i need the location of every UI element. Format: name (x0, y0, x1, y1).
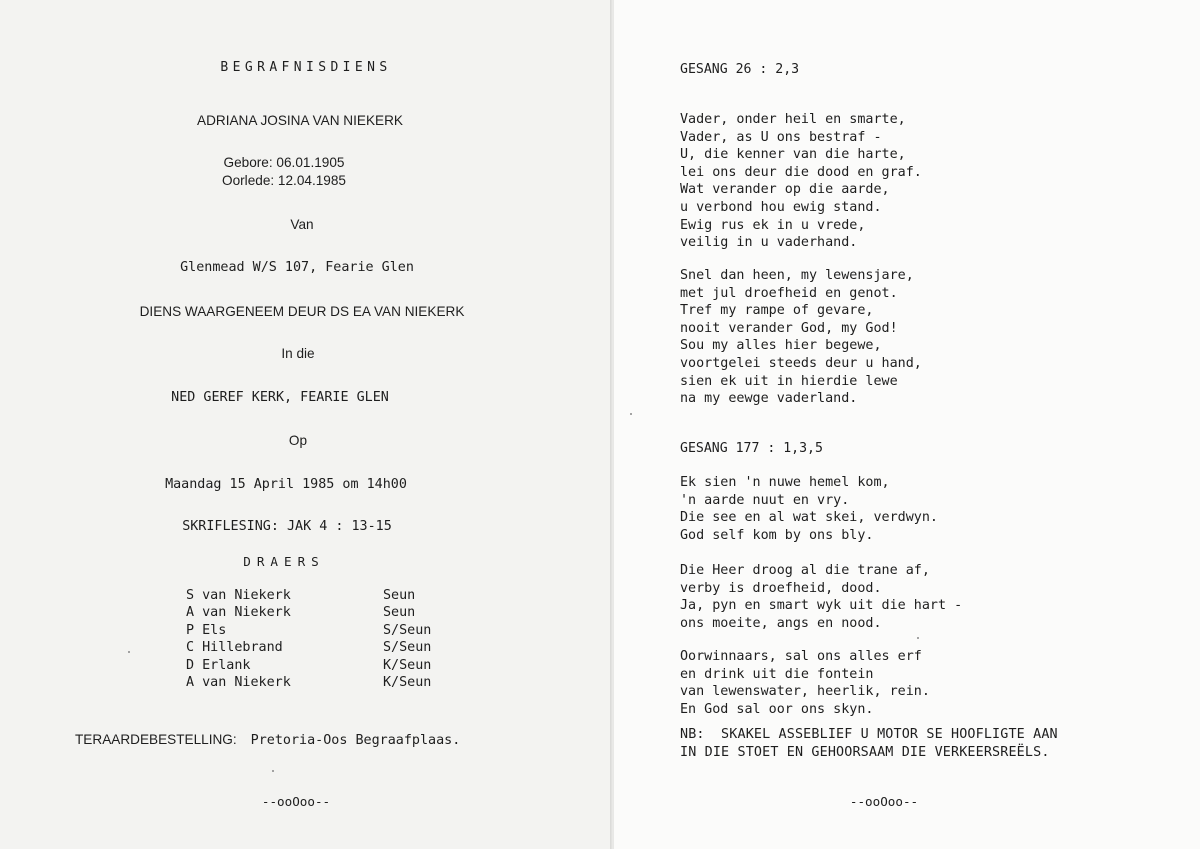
paper-speck (630, 413, 632, 415)
on-label: Op (288, 433, 308, 448)
verse-line: veilig in u vaderhand. (680, 235, 858, 251)
bearer-relation: K/Seun (383, 657, 432, 673)
end-mark: --ooOoo-- (849, 794, 919, 809)
verse-line: met jul droefheid en genot. (680, 285, 898, 301)
hymn-stanza (680, 111, 1100, 252)
paper-speck (128, 651, 130, 653)
bearer-name: D Erlank (186, 657, 251, 673)
verse-line: van lewenswater, heerlik, rein. (680, 684, 930, 700)
church-name: NED GEREF KERK, FEARIE GLEN (171, 390, 389, 405)
address: Glenmead W/S 107, Fearie Glen (180, 260, 414, 275)
pallbearers-title: DRAERS (243, 554, 325, 569)
death-date: Oorlede: 12.04.1985 (222, 173, 346, 188)
list-item (186, 639, 486, 656)
birth-date: Gebore: 06.01.1905 (223, 155, 345, 170)
scripture-reading: SKRIFLESING: JAK 4 : 13-15 (182, 519, 392, 534)
notice (680, 726, 1100, 762)
verse-line: 'n aarde nuut en vry. (680, 492, 850, 508)
verse-line: nooit verander God, my God! (680, 320, 898, 336)
hymn-stanza (680, 267, 1100, 408)
paper-speck (272, 770, 274, 772)
verse-line: Wat verander op die aarde, (680, 182, 890, 198)
verse-line: Die Heer droog al die trane af, (680, 563, 930, 578)
bearer-relation: K/Seun (383, 674, 432, 690)
hymn-stanza (680, 562, 1100, 632)
list-item (186, 657, 486, 674)
pallbearers-list (186, 587, 486, 691)
notice-line: NB: SKAKEL ASSEBLIEF U MOTOR SE HOOFLIGTE AAN (680, 727, 1058, 742)
bearer-relation: Seun (383, 588, 416, 603)
hymn-title: GESANG 26 : 2,3 (680, 62, 800, 77)
bearer-name: C Hillebrand (186, 640, 283, 656)
verse-line: Die see en al wat skei, verdwyn. (680, 510, 938, 526)
verse-line: Snel dan heen, my lewensjare, (680, 268, 914, 283)
list-item (186, 622, 486, 639)
verse-line: Ja, pyn en smart wyk uit die hart - (680, 598, 963, 614)
verse-line: Ek sien 'n nuwe hemel kom, (680, 475, 890, 490)
verse-line: verby is droefheid, dood. (680, 580, 882, 596)
burial-place: Pretoria-Oos Begraafplaas. (250, 733, 461, 748)
verse-line: Tref my rampe of gevare, (680, 303, 874, 319)
from-label: Van (290, 217, 314, 232)
document-title: BEGRAFNISDIENS (220, 60, 392, 75)
bearer-name: S van Niekerk (186, 588, 291, 603)
verse-line: En God sal oor ons skyn. (680, 701, 874, 717)
verse-line: Vader, as U ons bestraf - (680, 129, 882, 145)
in-the-label: In die (281, 346, 315, 361)
bearer-relation: S/Seun (383, 640, 432, 656)
bearer-name: A van Niekerk (186, 674, 291, 690)
verse-line: lei ons deur die dood en graf. (680, 164, 922, 180)
bearer-relation: Seun (383, 605, 416, 621)
service-date: Maandag 15 April 1985 om 14h00 (165, 477, 407, 492)
verse-line: voortgelei steeds deur u hand, (680, 355, 922, 371)
verse-line: Sou my alles hier begewe, (680, 338, 882, 354)
list-item (186, 604, 486, 621)
verse-line: God self kom by ons bly. (680, 527, 874, 543)
verse-line: na my eewge vaderland. (680, 391, 858, 407)
verse-line: ons moeite, angs en nood. (680, 615, 882, 631)
hymn-stanza (680, 474, 1100, 544)
burial-line (75, 731, 460, 750)
paper-speck (917, 637, 919, 639)
verse-line: sien ek uit in hierdie lewe (680, 373, 898, 389)
bearer-name: P Els (186, 622, 227, 638)
bearer-name: A van Niekerk (186, 605, 291, 621)
verse-line: Ewig rus ek in u vrede, (680, 217, 866, 233)
list-item (186, 674, 486, 691)
bearer-relation: S/Seun (383, 622, 432, 638)
hymn-title: GESANG 177 : 1,3,5 (680, 441, 823, 456)
service-officiant: DIENS WAARGENEEM DEUR DS EA VAN NIEKERK (139, 304, 465, 319)
notice-line: IN DIE STOET EN GEHOORSAAM DIE VERKEERSREËLS. (680, 745, 1050, 760)
list-item (186, 587, 486, 604)
verse-line: Vader, onder heil en smarte, (680, 112, 906, 127)
verse-line: U, die kenner van die harte, (680, 147, 906, 163)
verse-line: en drink uit die fontein (680, 666, 874, 682)
deceased-name: ADRIANA JOSINA VAN NIEKERK (197, 113, 403, 128)
verse-line: Oorwinnaars, sal ons alles erf (680, 649, 922, 664)
verse-line: u verbond hou ewig stand. (680, 199, 882, 215)
burial-label: TERAARDEBESTELLING: (75, 732, 237, 747)
end-mark: --ooOoo-- (261, 794, 331, 809)
hymn-stanza (680, 648, 1100, 718)
